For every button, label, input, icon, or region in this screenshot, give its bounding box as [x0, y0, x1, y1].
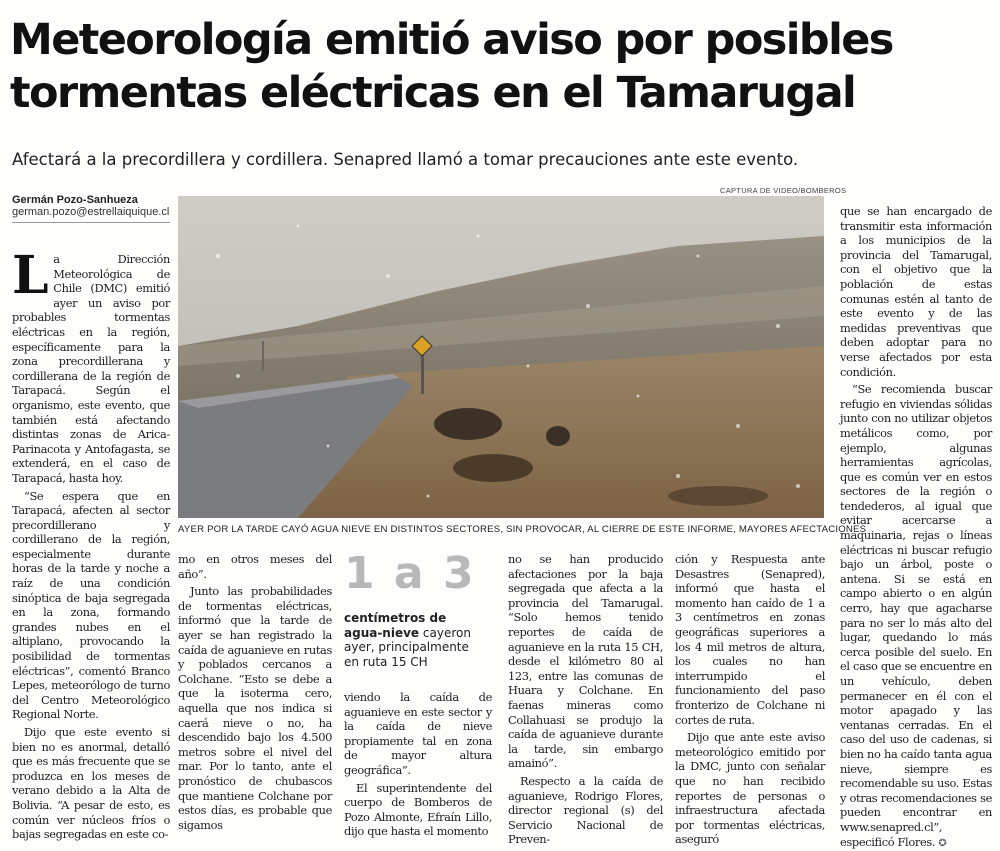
snowy-road-image	[178, 196, 824, 518]
author-name: Germán Pozo-Sanhueza	[12, 194, 138, 206]
paragraph: Respecto a la caída de aguanieve, Rodrigo Flores, director regional (s) del Servicio Nacional de Preven-	[508, 773, 663, 847]
column-1	[12, 245, 170, 842]
paragraph: Dijo que este evento si bien no es anormal, detalló que es más frecuente que se produzca en los meses de verano debido a la Alta de Bolivia. “A pesar de esto, es común ver núcleos fríos o bajas segregadas en este co-	[12, 725, 170, 842]
headline: Meteorología emitió aviso por posibles tormentas eléctricas en el Tamarugal	[10, 15, 893, 118]
column-5	[675, 552, 825, 847]
paragraph: Junto las probabilidades de tormentas eléctricas, informó que la tarde de ayer se han registrado la caída de aguanieve en rutas y poblados cercanos a Colchane. “Esto se debe a que la isoterma cero, aquella que nos indica si caerá nieve o no, ha descendido bajo los 4.500 metros sobre el nivel del mar. Por lo tanto, ante el pronóstico de chubascos que mantiene Colchane por estos días, es probable que sigamos	[178, 584, 332, 832]
paragraph-text: a Dirección Meteorológica de Chile (DMC) emitió ayer un aviso por probables tormentas eléctricas en la región, específicamente para la zona precordillerana y cordillerana de la región de Tarapacá. Según el organismo, este evento, que también está afectando distintas zonas de Arica-Parinacota y Antofagasta, se extenderá, en el caso de Tarapacá, hasta hoy.	[12, 252, 170, 485]
end-of-article-icon: ✪	[938, 837, 947, 849]
pullquote-rest: cayeron ayer, principalmente en ruta 15 CH	[344, 625, 471, 669]
paragraph: mo en otros meses del año”.	[178, 552, 332, 581]
paragraph: “Se espera que en Tarapacá, afecten al sector precordillerano y cordillerano de la región, especialmente durante horas de la tarde y noche a raíz de una condición sinóptica de baja segregada en la zona, formando grandes nubes en el altiplano, provocando la posibilidad de tormentas eléctricas”, comentó Branco Lepes, meteorólogo de turno del Centro Meteorológico Regional Norte.	[12, 488, 170, 722]
paragraph	[12, 245, 170, 486]
column-3	[344, 690, 492, 839]
subheadline: Afectará a la precordillera y cordillera. Senapred llamó a tomar precauciones ante este evento.	[12, 150, 799, 169]
paragraph: Dijo que ante este aviso meteorológico emitido por la DMC, junto con señalar que no han recibido reportes de personas o infraestructura afectada por tormentas eléctricas, aseguró	[675, 730, 825, 847]
paragraph: que se han encargado de transmitir esta información a los municipios de la provincia del Tamarugal, con el objetivo que la población de estas comunas estén al tanto de este evento y de las medidas preventivas que deben adoptar para no verse afectados por esta condición.	[840, 204, 992, 379]
author-email: german.pozo@estrellaiquique.cl	[12, 206, 170, 218]
byline	[12, 194, 169, 218]
news-photo	[178, 196, 824, 518]
paragraph: El superintendente del cuerpo de Bomberos de Pozo Almonte, Efraín Lillo, dijo que hasta el momento	[344, 780, 492, 839]
paragraph: viendo la caída de aguanieve en este sector y la caída de nieve propiamente tal en zona de mayor altura geográfica”.	[344, 690, 492, 777]
pullquote-number: 1 a 3	[344, 548, 476, 599]
pullquote-text	[344, 611, 472, 669]
column-6	[840, 204, 992, 849]
paragraph-text: “Se recomienda buscar refugio en viviendas sólidas junto con no utilizar objetos metálicos como, por ejemplo, algunas herramientas agrícolas, que es común ver en estos sectores de la región o tendederos, al igual que evitar acercarse a maquinaria, rejas o líneas eléctricas ni buscar refugio bajo un árbol, poste o antena. Si se está en campo abierto o en algún cerro, hay que agacharse para no ser lo más alto del lugar, quedando lo más cerca posible del suelo. En el caso que se encuentre en un vehículo, deben permanecer en él con el motor apagado y las ventanas cerradas. En el caso del uso de cadenas, si bien no ha caído tanta agua nieve, siempre es recomendable su uso. Estas y otras recomendaciones se pueden encontrar en www.senapred.cl”, especificó Flores.	[840, 382, 992, 849]
pullquote-bold: centímetros de agua-nieve	[344, 611, 447, 640]
photo-caption: AYER POR LA TARDE CAYÓ AGUA NIEVE EN DISTINTOS SECTORES, SIN PROVOCAR, AL CIERRE DE ESTE INFORME, MAYORES AFECTACIONES	[178, 524, 867, 535]
photo-credit: CAPTURA DE VIDEO/BOMBEROS	[720, 186, 847, 195]
byline-divider	[12, 222, 170, 223]
column-4	[508, 552, 663, 847]
paragraph	[840, 382, 992, 851]
paragraph: ción y Respuesta ante Desastres (Senapred), informó que hasta el momento han caído de 1 a 3 centímetros en zonas geográficas superiores a los 4 mil metros de altura, los cuales no han interrumpido el funcionamiento del paso fronterizo de Colchane ni cortes de ruta.	[675, 552, 825, 727]
paragraph: no se han producido afectaciones por la baja segregada que afecta a la provincia del Tamarugal. “Solo hemos tenido reportes de caída de aguanieve en la ruta 15 CH, desde el kilómetro 80 al 123, entre las comunas de Huara y Colchane. En faenas mineras como Collahuasi se produjo la caída de aguanieve durante la tarde, sin embargo amainó”.	[508, 552, 663, 771]
drop-cap: L	[12, 245, 49, 306]
column-2	[178, 552, 332, 831]
